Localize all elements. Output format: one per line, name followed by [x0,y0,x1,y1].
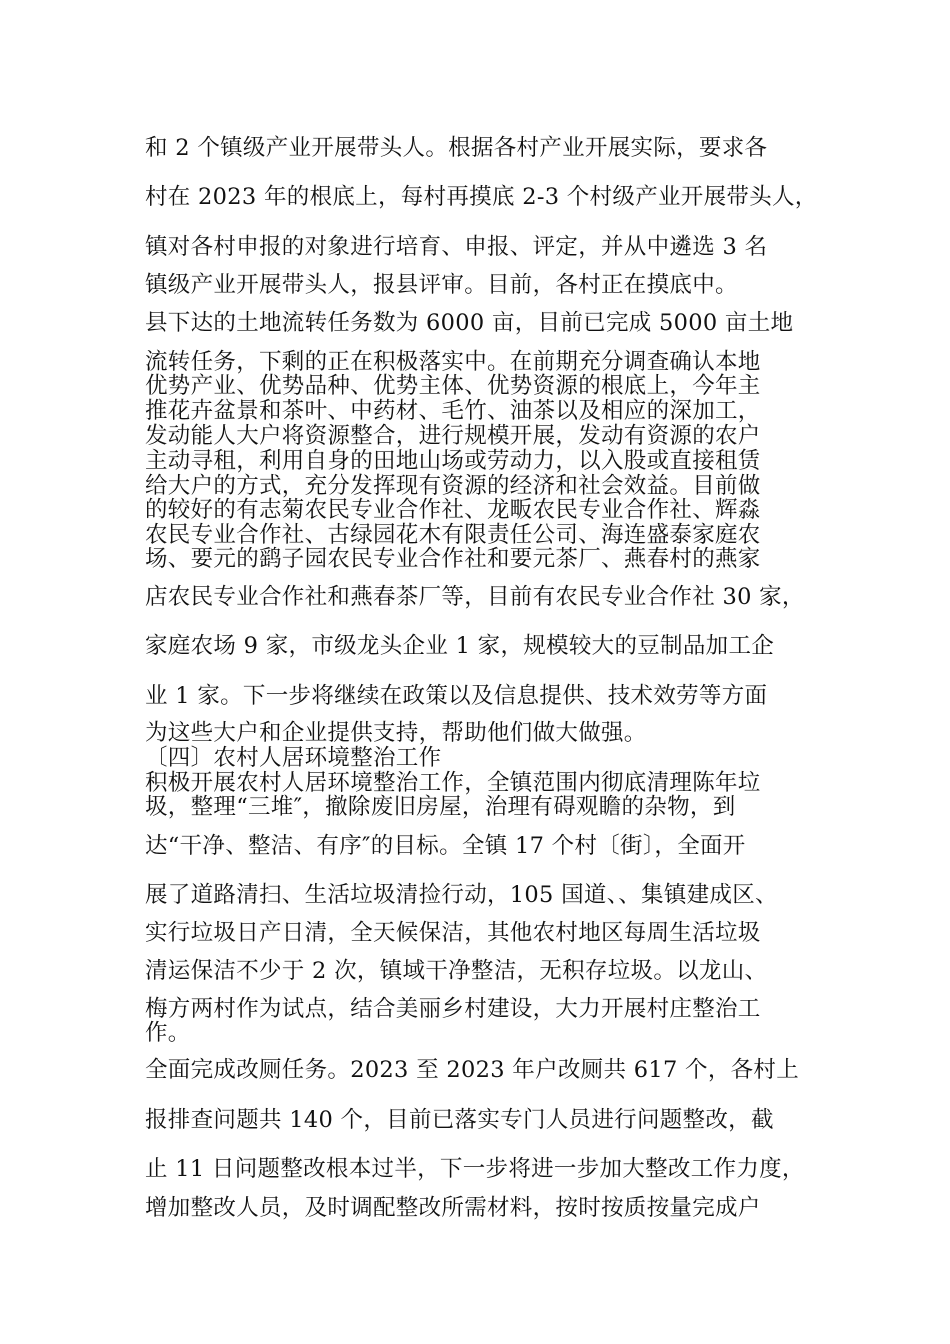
text-line: 圾，整理“三堆″，撤除废旧房屋，治理有碍观瞻的杂物，到 [145,794,736,820]
text-line: 梅方两村作为试点，结合美丽乡村建设，大力开展村庄整治工 [145,996,761,1022]
text-line: 业 1 家。下一步将继续在政策以及信息提供、技术效劳等方面 [145,683,768,709]
text-line: 止 11 日问题整改根本过半，下一步将进一步加大整改工作力度， [145,1156,805,1182]
text-line: 镇对各村申报的对象进行培育、申报、评定，并从中遴选 3 名 [145,234,768,260]
section-heading: 〔四〕农村人居环境整治工作 [145,745,442,771]
text-line: 实行垃圾日产日清，全天候保洁，其他农村地区每周生活垃圾 [145,920,761,946]
text-line: 达“干净、整洁、有序″的目标。全镇 17 个村〔街〕，全面开 [145,833,746,859]
text-line: 县下达的土地流转任务数为 6000 亩，目前已完成 5000 亩土地 [145,310,794,336]
text-line: 流转任务，下剩的正在积极落实中。在前期充分调查确认本地 [145,349,761,375]
text-line: 村在 2023 年的根底上，每村再摸底 2-3 个村级产业开展带头人， [145,184,818,210]
text-line: 主动寻租，利用自身的田地山场或劳动力，以入股或直接租赁 [145,448,761,474]
text-line: 作。 [145,1020,191,1046]
text-line: 推花卉盆景和茶叶、中药材、毛竹、油茶以及相应的深加工， [145,398,761,424]
text-line: 积极开展农村人居环境整治工作，全镇范围内彻底清理陈年垃 [145,770,761,796]
text-line: 农民专业合作社、古绿园花木有限责任公司、海连盛泰家庭农 [145,522,761,548]
text-line: 和 2 个镇级产业开展带头人。根据各村产业开展实际，要求各 [145,135,768,161]
text-line: 镇级产业开展带头人，报县评审。目前，各村正在摸底中。 [145,272,738,298]
text-line: 的较好的有志菊农民专业合作社、龙畈农民专业合作社、辉淼 [145,497,761,523]
text-line: 场、要元的鹞子园农民专业合作社和要元茶厂、燕春村的燕家 [145,546,761,572]
text-line: 店农民专业合作社和燕春茶厂等，目前有农民专业合作社 30 家， [145,584,805,610]
text-line: 优势产业、优势品种、优势主体、优势资源的根底上，今年主 [145,373,761,399]
text-line: 为这些大户和企业提供支持，帮助他们做大做强。 [145,720,647,746]
text-line: 展了道路清扫、生活垃圾清捡行动，105 国道、、集镇建成区、 [145,882,778,908]
text-line: 发动能人大户将资源整合，进行规模开展，发动有资源的农户 [145,423,761,449]
text-line: 增加整改人员，及时调配整改所需材料，按时按质按量完成户 [145,1195,761,1221]
text-line: 全面完成改厕任务。2023 至 2023 年户改厕共 617 个，各村上 [145,1057,800,1083]
text-line: 清运保洁不少于 2 次，镇域干净整洁，无积存垃圾。以龙山、 [145,958,768,984]
text-line: 给大户的方式，充分发挥现有资源的经济和社会效益。目前做 [145,473,761,499]
text-line: 报排查问题共 140 个，目前已落实专门人员进行问题整改，截 [145,1107,774,1133]
text-line: 家庭农场 9 家，市级龙头企业 1 家，规模较大的豆制品加工企 [145,633,775,659]
